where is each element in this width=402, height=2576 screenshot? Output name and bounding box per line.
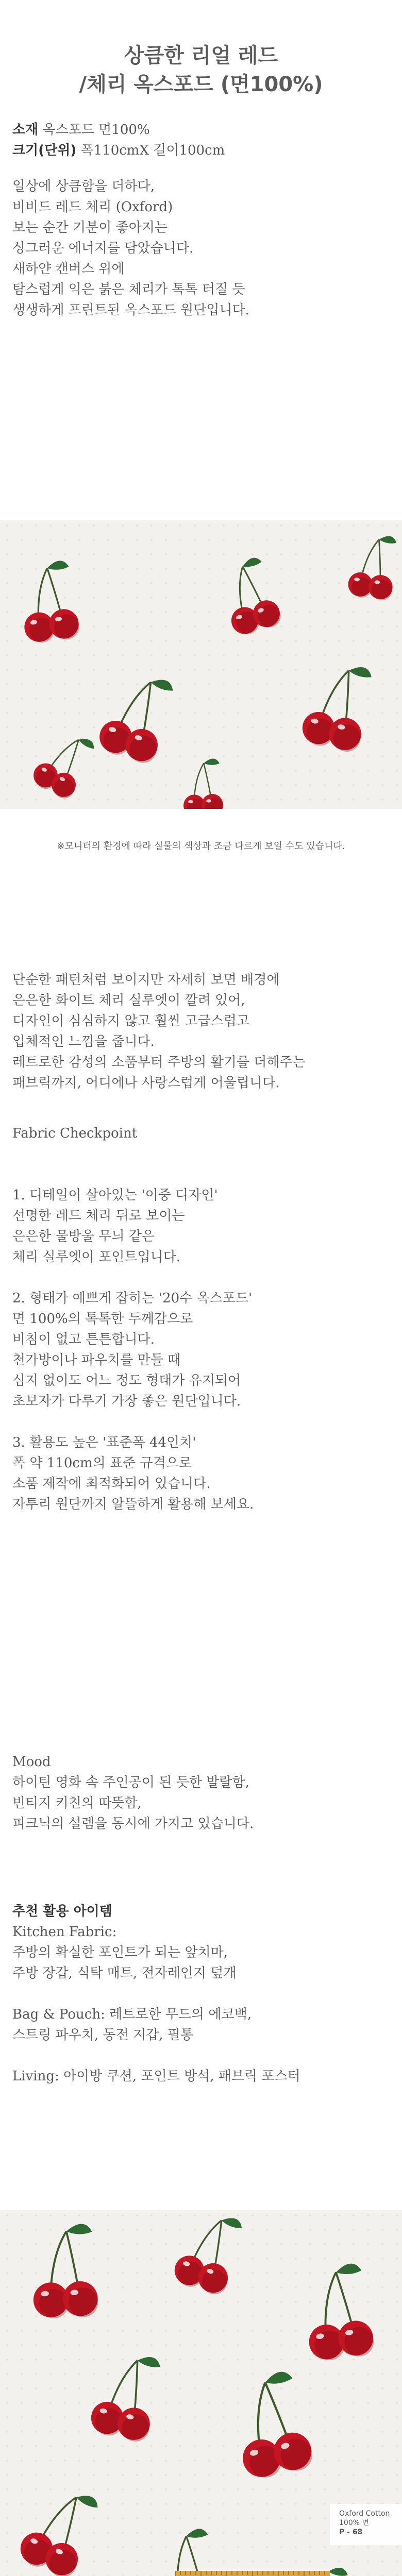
checkpoint-line: 심지 없이도 어느 정도 형태가 유지되어 (12, 1373, 241, 1388)
mood-line: 피크닉의 설렘을 동시에 가지고 있습니다. (12, 1816, 254, 1832)
tag-line-2: 100% 면 (339, 2519, 369, 2527)
desc-line: 은은한 화이트 체리 실루엣이 깔려 있어, (12, 993, 245, 1008)
material-label: 소재 (12, 122, 39, 138)
mood-line: 하이틴 영화 속 주인공이 된 듯한 발랄함, (12, 1775, 249, 1790)
fabric-swatch-tag (339, 2509, 390, 2537)
mood-line: 빈티지 키친의 따뜻함, (12, 1795, 142, 1811)
intro-line: 보는 순간 기분이 좋아지는 (12, 220, 168, 235)
checkpoint-line: 자투리 원단까지 알뜰하게 활용해 보세요. (12, 1497, 254, 1512)
intro-line: 탐스럽게 익은 붉은 체리가 톡톡 터질 듯 (12, 282, 245, 297)
checkpoint-line: 1. 디테일이 살아있는 '이중 디자인' (12, 1188, 218, 1203)
size-row (12, 140, 390, 161)
material-value: 옥스포드 면100% (38, 122, 150, 138)
intro-line: 싱그러운 에너지를 담았습니다. (12, 241, 194, 256)
checkpoint-line: 비침이 없고 튼튼합니다. (12, 1332, 155, 1347)
mood-heading: Mood (12, 1754, 51, 1770)
bag-line: 스트링 파우치, 동전 지갑, 필통 (12, 2027, 193, 2043)
checkpoint-heading: Fabric Checkpoint (12, 1126, 138, 1141)
checkpoint-line: 면 100%의 톡톡한 두께감으로 (12, 1311, 193, 1327)
checkpoint-line: 천가방이나 파우치를 만들 때 (12, 1352, 181, 1368)
cherry-fabric-image (0, 520, 402, 809)
mood-section (12, 1752, 390, 1834)
intro-line: 비비드 레드 체리 (Oxford) (12, 199, 173, 215)
tag-line-1: Oxford Cotton (339, 2510, 390, 2518)
desc-line: 패브릭까지, 어디에나 사랑스럽게 어울립니다. (12, 1075, 280, 1091)
checkpoint-line: 2. 형태가 예쁘게 잡히는 '20수 옥스포드' (12, 1291, 253, 1306)
fabric-photo-2 (0, 2210, 402, 2576)
size-value: 폭110cmX 길이100cm (76, 143, 225, 158)
recommend-heading: 추천 활용 아이템 (12, 1904, 112, 1919)
living-line: Living: 아이방 쿠션, 포인트 방석, 패브릭 포스터 (12, 2069, 300, 2084)
description-text (12, 970, 390, 1093)
checkpoint-line: 소품 제작에 최적화되어 있습니다. (12, 1476, 211, 1492)
desc-line: 디자인이 심심하지 않고 훨씬 고급스럽고 (12, 1013, 250, 1029)
intro-line: 생생하게 프린트된 옥스포드 원단입니다. (12, 302, 250, 318)
intro-text (12, 176, 390, 320)
checkpoint-line: 은은한 물방울 무늬 같은 (12, 1229, 155, 1244)
checkpoint-line: 초보자가 다루기 가장 좋은 원단입니다. (12, 1394, 241, 1409)
recommend-section (12, 1901, 390, 2087)
checkpoint-line: 선명한 레드 체리 뒤로 보이는 (12, 1208, 185, 1224)
desc-line: 입체적인 느낌을 줍니다. (12, 1034, 155, 1049)
tag-line-3: P - 68 (339, 2528, 363, 2536)
material-row (12, 120, 390, 140)
fabric-photo-1 (0, 520, 402, 809)
title-line-2: /체리 옥스포드 (면100%) (79, 73, 323, 96)
desc-line: 단순한 패턴처럼 보이지만 자세히 보면 배경에 (12, 972, 280, 988)
checkpoint-line: 폭 약 110cm의 표준 규격으로 (12, 1455, 192, 1471)
fabric-checkpoint (12, 1123, 390, 1515)
kitchen-title: Kitchen Fabric: (12, 1924, 117, 1940)
kitchen-line: 주방의 확실한 포인트가 되는 앞치마, (12, 1945, 228, 1960)
spec-section (12, 120, 390, 161)
bag-line: Bag & Pouch: 레트로한 무드의 에코백, (12, 2007, 252, 2022)
kitchen-line: 주방 장갑, 식탁 매트, 전자레인지 덮개 (12, 1965, 237, 1981)
checkpoint-line: 체리 실루엣이 포인트입니다. (12, 1249, 181, 1265)
product-title (0, 41, 402, 99)
desc-line: 레트로한 감성의 소품부터 주방의 활기를 더해주는 (12, 1055, 306, 1070)
size-label: 크기(단위) (12, 143, 77, 158)
checkpoint-line: 3. 활용도 높은 '표준폭 44인치' (12, 1435, 196, 1450)
monitor-color-note: ※모니터의 환경에 따라 실물의 색상과 조금 다르게 보일 수도 있습니다. (57, 841, 345, 852)
title-line-1: 상큼한 리얼 레드 (124, 44, 278, 67)
intro-line: 새하얀 캔버스 위에 (12, 261, 125, 277)
intro-line: 일상에 상큼함을 더하다, (12, 179, 155, 194)
